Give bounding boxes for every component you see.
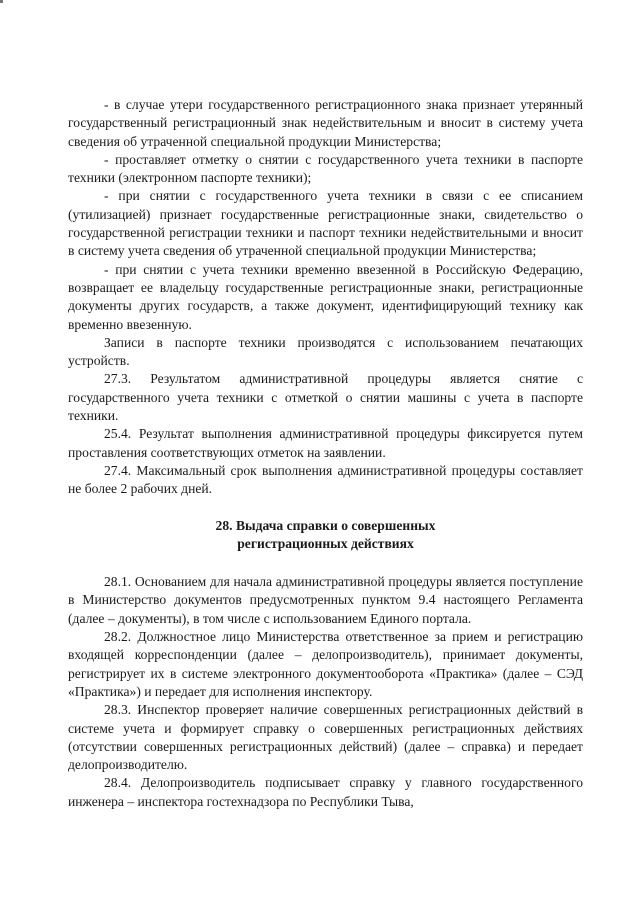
paragraph-lost-plate: - в случае утери государственного регистрационного знака признает утерянный государственный регистрационный знак недействительным и вносит в систему учета сведения об утраченной специальной продукции Министерства;: [68, 97, 583, 149]
paragraph-28-2: 28.2. Должностное лицо Министерства ответственное за прием и регистрацию входящей корреспонденции (далее – делопроизводитель), принимает документы, регистрирует их в системе электронного документооборота «Практика» (далее – СЭД «Практика») и передает для исполнения инспектору.: [68, 629, 583, 699]
section-heading-28: [68, 517, 583, 554]
paragraph-disposal: - при снятии с государственного учета техники в связи с ее списанием (утилизацией) признает государственные регистрационные знаки, свидетельство о государственной регистрации техники и паспорт техники недействительными и вносит в систему учета сведения об утраченной специальной продукции Министерства;: [68, 188, 583, 259]
paragraph-28-3: 28.3. Инспектор проверяет наличие совершенных регистрационных действий в системе учета и формирует справку о совершенных регистрационных действиях (отсутствии совершенных регистрационных действий) (далее – справка) и передает делопроизводителю.: [68, 702, 583, 773]
paragraph-25-4: 25.4. Результат выполнения административной процедуры фиксируется путем проставления соответствующих отметок на заявлении.: [68, 426, 583, 460]
section-heading-line-1: 28. Выдача справки о совершенных: [215, 517, 436, 533]
document-page: [68, 96, 583, 811]
paragraph-passport-mark: - проставляет отметку о снятии с государственного учета техники в паспорте техники (электронном паспорте техники);: [68, 151, 583, 186]
section-heading-line-2: регистрационных действиях: [237, 535, 414, 551]
paragraph-temporary-import: - при снятии с учета техники временно ввезенной в Российскую Федерацию, возвращает ее владельцу государственные регистрационные знаки, регистрационные документы других государств, а также документ, идентифицирующий технику как временно ввезенную.: [68, 261, 583, 332]
paragraph-28-1: 28.1. Основанием для начала административной процедуры является поступление в Министерство документов предусмотренных пунктом 9.4 настоящего Регламента (далее – документы), в том числе с использованием Единого портала.: [68, 574, 583, 626]
paragraph-27-4: 27.4. Максимальный срок выполнения административной процедуры составляет не более 2 рабочих дней.: [68, 462, 583, 497]
paragraph-28-4: 28.4. Делопроизводитель подписывает справку у главного государственного инженера – инспектора гостехнадзора по Республики Тыва,: [68, 775, 583, 809]
paragraph-printing-devices: Записи в паспорте техники производятся с использованием печатающих устройств.: [68, 334, 583, 369]
scan-artifact: [0, 0, 3, 3]
paragraph-27-3: 27.3. Результатом административной процедуры является снятие с государственного учета техники с отметкой о снятии машины с учета в паспорте техники.: [68, 371, 583, 424]
